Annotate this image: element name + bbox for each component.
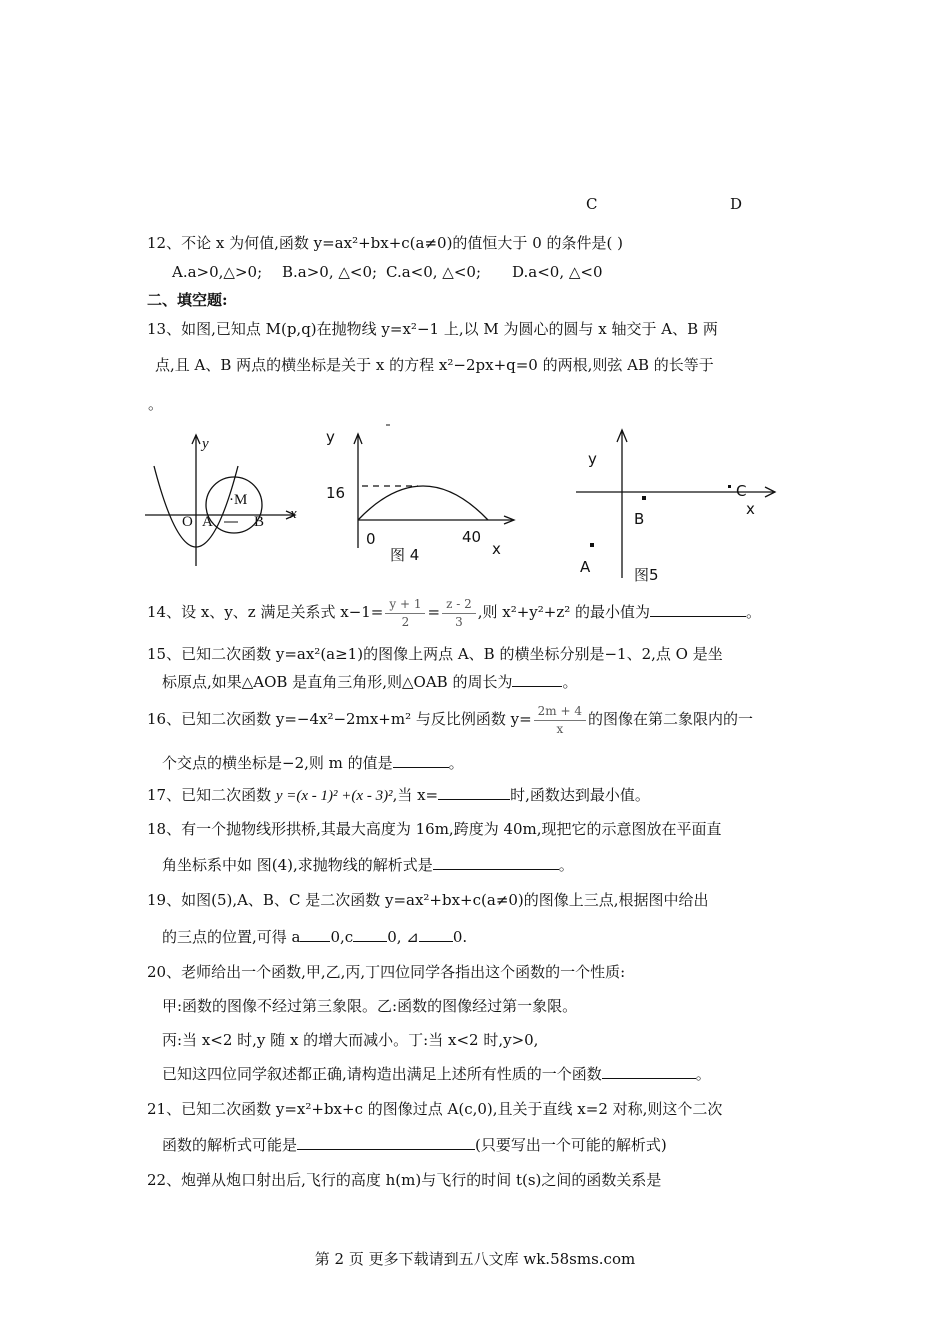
q14-frac1-den: 2: [401, 614, 410, 629]
figure-parabola-circle: [140, 430, 310, 570]
q15-text: 标原点,如果△AOB 是直角三角形,则△OAB 的周长为: [162, 673, 513, 691]
q14-frac2-den: 3: [455, 614, 463, 629]
q17-prefix: 17、已知二次函数: [147, 786, 272, 804]
question-13-line-1: 13、如图,已知点 M(p,q)在抛物线 y=x²−1 上,以 M 为圆心的圆与 x 轴交于 A、B 两: [147, 320, 718, 338]
question-12: 12、不论 x 为何值,函数 y=ax²+bx+c(a≠0)的值恒大于 0 的条件是( ): [147, 234, 623, 252]
option-b: B.a>0, △<0;: [282, 263, 378, 281]
q16-frac-den: x: [556, 721, 564, 736]
fig4-y-label: y: [326, 428, 335, 446]
fig4-16-label: 16: [326, 484, 346, 502]
option-a: A.a>0,△>0;: [172, 263, 263, 281]
question-20-line-3: 丙:当 x<2 时,y 随 x 的增大而减小。丁:当 x<2 时,y>0,: [162, 1031, 539, 1049]
fig1-y-label: y: [202, 436, 209, 452]
question-15-line-2: [162, 672, 577, 692]
label-c: C: [586, 195, 598, 213]
fig1-b-label: B: [254, 514, 265, 530]
q14-frac2-num: z - 2: [442, 596, 476, 614]
question-21-line-2: [162, 1135, 667, 1155]
fig5-caption: 图5: [634, 566, 659, 584]
q14-frac1-num: y + 1: [385, 596, 425, 614]
question-21-line-1: 21、已知二次函数 y=x²+bx+c 的图像过点 A(c,0),且关于直线 x=2 对称,则这个二次: [147, 1100, 723, 1118]
q19-blank-delta[interactable]: [419, 927, 453, 942]
q14-prefix: 14、设 x、y、z 满足关系式 x−1=: [147, 603, 384, 621]
page-footer: 第 2 页 更多下载请到五八文库 wk.58sms.com: [314, 1250, 636, 1268]
q19-blank-c[interactable]: [353, 927, 387, 942]
q17-suffix: 时,函数达到最小值。: [510, 786, 650, 804]
fig5-y-label: y: [588, 450, 597, 468]
fig5-b-label: B: [634, 510, 645, 528]
question-19-line-2: [162, 927, 467, 947]
q19-part-3: 0, ⊿: [387, 928, 419, 946]
q14-answer-blank[interactable]: [650, 602, 746, 617]
question-13-line-3: 。: [148, 395, 164, 413]
q17-formula: y =(x - 1)² +(x - 3)²: [275, 788, 393, 804]
q14-equals: =: [427, 603, 441, 621]
q16-answer-blank[interactable]: [393, 753, 449, 768]
fig4-40-label: 40: [462, 528, 482, 546]
q18-answer-blank[interactable]: [433, 855, 559, 870]
question-16-line-1: [147, 700, 753, 738]
figure-5-points: [572, 426, 782, 586]
q16-end: 。: [448, 754, 464, 772]
q19-blank-a[interactable]: [300, 927, 330, 942]
question-20-line-1: 20、老师给出一个函数,甲,乙,丙,丁四位同学各指出这个函数的一个性质:: [147, 963, 626, 981]
q19-part-2: 0,c: [330, 928, 354, 946]
question-17: [147, 785, 650, 806]
fig5-x-label: x: [746, 500, 755, 518]
fig4-x-label: x: [492, 540, 501, 558]
fig1-x-label: x: [290, 506, 297, 522]
q20-text: 已知这四位同学叙述都正确,请构造出满足上述所有性质的一个函数: [162, 1065, 602, 1083]
fig1-o-label: O: [182, 514, 193, 530]
figure-4-bridge: [318, 422, 523, 572]
fig5-c-label: C: [736, 482, 747, 500]
q15-answer-blank[interactable]: [512, 672, 562, 687]
q17-mid: ,当 x=: [392, 786, 439, 804]
question-14: [147, 593, 761, 631]
q21-end: (只要写出一个可能的解析式): [475, 1136, 667, 1154]
q18-end: 。: [558, 856, 574, 874]
q14-fraction-1: [385, 596, 425, 631]
question-18-line-2: [162, 855, 574, 875]
question-22-line-1: 22、炮弹从炮口射出后,飞行的高度 h(m)与飞行的时间 t(s)之间的函数关系是: [147, 1171, 662, 1189]
question-15-line-1: 15、已知二次函数 y=ax²(a≥1)的图像上两点 A、B 的横坐标分别是−1、2,点 O 是坐: [147, 645, 723, 663]
q15-end: 。: [562, 673, 578, 691]
q18-text: 角坐标系中如 图(4),求抛物线的解析式是: [162, 856, 433, 874]
question-19-line-1: 19、如图(5),A、B、C 是二次函数 y=ax²+bx+c(a≠0)的图像上三点,根据图中给出: [147, 891, 709, 909]
fig1-a-label: A: [202, 514, 213, 530]
q14-suffix: ,则 x²+y²+z² 的最小值为: [477, 603, 651, 621]
q17-answer-blank[interactable]: [438, 785, 510, 800]
q21-answer-blank[interactable]: [297, 1135, 475, 1150]
q16-text: 个交点的横坐标是−2,则 m 的值是: [162, 754, 393, 772]
q16-suffix: 的图像在第二象限内的一: [588, 710, 754, 728]
question-20-line-2: 甲:函数的图像不经过第三象限。乙:函数的图像经过第一象限。: [162, 997, 578, 1015]
q20-answer-blank[interactable]: [602, 1064, 696, 1079]
q14-fraction-2: [442, 596, 476, 631]
question-16-line-2: [162, 753, 464, 773]
q19-part-4: 0.: [452, 928, 468, 946]
q16-fraction: [534, 703, 586, 738]
section-heading: 二、填空题:: [147, 291, 228, 309]
label-d: D: [730, 195, 743, 213]
question-18-line-1: 18、有一个抛物线形拱桥,其最大高度为 16m,跨度为 40m,现把它的示意图放在平面直: [147, 820, 722, 838]
q16-prefix: 16、已知二次函数 y=−4x²−2mx+m² 与反比例函数 y=: [147, 710, 532, 728]
q21-text: 函数的解析式可能是: [162, 1136, 298, 1154]
fig5-a-label: A: [580, 558, 591, 576]
question-20-line-4: [162, 1064, 711, 1084]
question-13-line-2: 点,且 A、B 两点的横坐标是关于 x 的方程 x²−2px+q=0 的两根,则弦 AB 的长等于: [155, 356, 714, 374]
q14-end: 。: [746, 603, 762, 621]
option-c: C.a<0, △<0;: [386, 263, 482, 281]
fig1-m-label: ·M: [229, 492, 248, 508]
q20-end: 。: [695, 1065, 711, 1083]
fig4-caption: 图 4: [390, 546, 420, 564]
option-d: D.a<0, △<0: [512, 263, 603, 281]
q16-frac-num: 2m + 4: [534, 703, 586, 721]
fig4-0-label: 0: [366, 530, 376, 548]
q19-part-1: 的三点的位置,可得 a: [162, 928, 301, 946]
